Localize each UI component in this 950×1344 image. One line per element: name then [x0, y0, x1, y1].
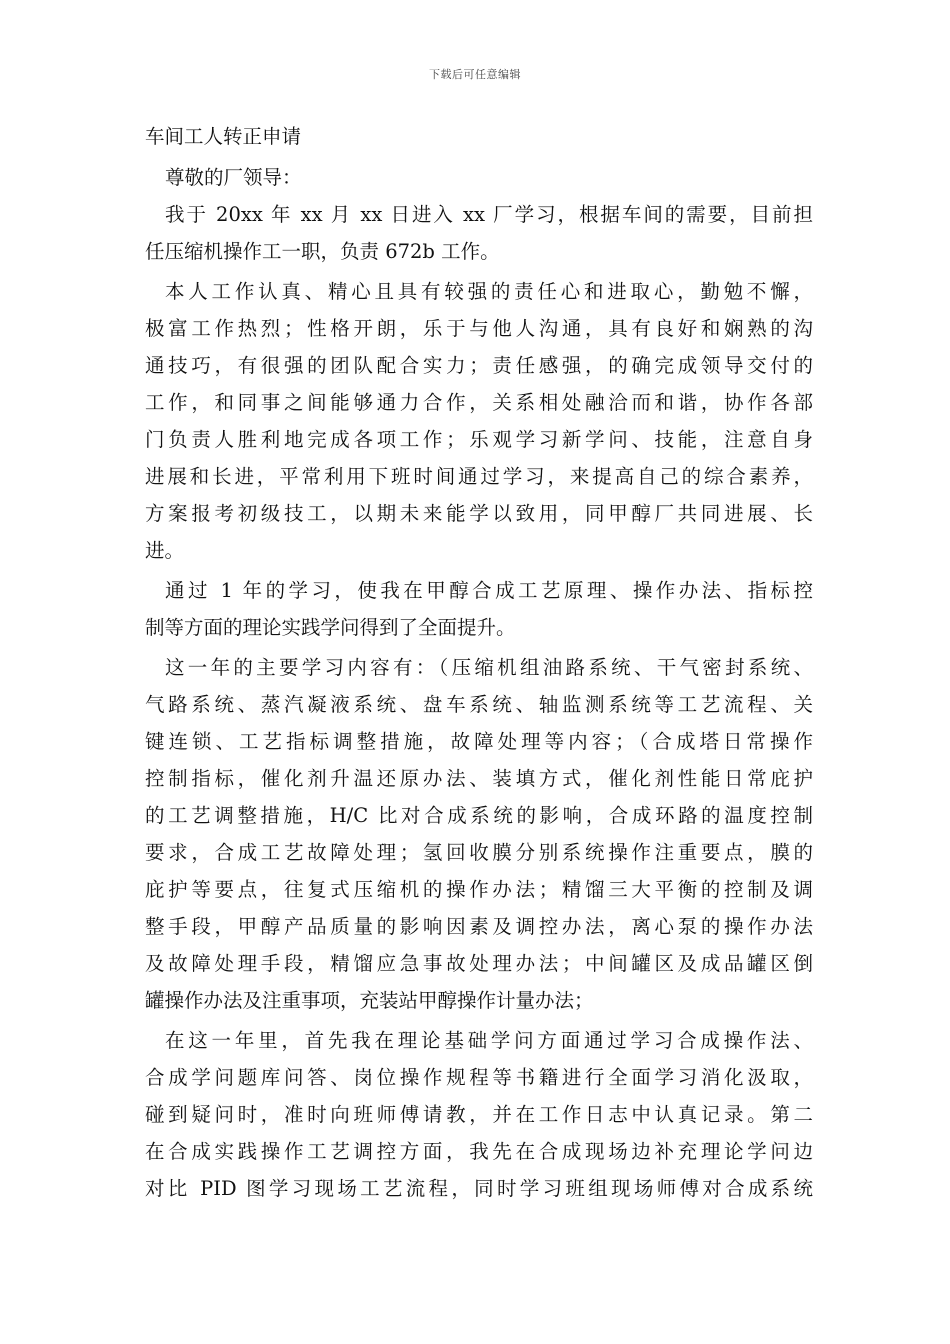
paragraph-line: 任压缩机操作工一职，负责 672b 工作。 [145, 240, 500, 263]
paragraph-line: 在合成实践操作工艺调控方面，我先在合成现场边补充理论学问边 [145, 1140, 813, 1163]
paragraph-line: 进展和长进，平常利用下班时间通过学习，来提高自己的综合素养， [145, 465, 813, 488]
paragraph-line: 庇护等要点，往复式压缩机的操作办法；精馏三大平衡的控制及调 [145, 878, 813, 901]
paragraph-line: 工作，和同事之间能够通力合作，关系相处融洽而和谐，协作各部 [145, 391, 813, 414]
paragraph-3 [145, 572, 813, 646]
paragraph-line: 我于 20xx 年 xx 月 xx 日进入 xx 厂学习，根据车间的需要，目前担 [165, 203, 813, 226]
paragraph-line: 进。 [145, 539, 185, 562]
paragraph-line: 及故障处理手段，精馏应急事故处理办法；中间罐区及成品罐区倒 [145, 952, 813, 975]
paragraph-line: 合成学问题库问答、岗位操作规程等书籍进行全面学习消化汲取， [145, 1066, 813, 1089]
paragraph-line: 方案报考初级技工，以期未来能学以致用，同甲醇厂共同进展、长 [145, 502, 813, 525]
header-note: 下载后可任意编辑 [429, 68, 521, 81]
paragraph-2 [145, 273, 813, 569]
paragraph-line: 对比 PID 图学习现场工艺流程，同时学习班组现场师傅对合成系统 [145, 1177, 813, 1200]
paragraph-line: 门负责人胜利地完成各项工作；乐观学习新学问、技能，注意自身 [145, 428, 813, 451]
salutation: 尊敬的厂领导： [165, 166, 302, 189]
paragraph-line: 碰到疑问时，准时向班师傅请教，并在工作日志中认真记录。第二 [145, 1103, 813, 1126]
document-body [145, 118, 813, 1210]
paragraph-line: 控制指标，催化剂升温还原办法、装填方式，催化剂性能日常庇护 [145, 767, 813, 790]
paragraph-5 [145, 1022, 813, 1207]
paragraph-line: 整手段，甲醇产品质量的影响因素及调控办法，离心泵的操作办法 [145, 915, 813, 938]
paragraph-line: 极富工作热烈；性格开朗，乐于与他人沟通，具有良好和娴熟的沟 [145, 317, 813, 340]
paragraph-line: 通过 1 年的学习，使我在甲醇合成工艺原理、操作办法、指标控 [165, 579, 813, 602]
paragraph-line: 的工艺调整措施，H/C 比对合成系统的影响，合成环路的温度控制 [145, 804, 813, 827]
paragraph-line: 气路系统、蒸汽凝液系统、盘车系统、轴监测系统等工艺流程、关 [145, 693, 813, 716]
paragraph-line: 本人工作认真、精心且具有较强的责任心和进取心，勤勉不懈， [165, 280, 813, 303]
paragraph-line: 键连锁、工艺指标调整措施，故障处理等内容；（合成塔日常操作 [145, 730, 813, 753]
paragraph-line: 罐操作办法及注重事项，充装站甲醇操作计量办法； [145, 989, 594, 1012]
document-title: 车间工人转正申请 [145, 125, 302, 148]
paragraph-line: 要求，合成工艺故障处理；氢回收膜分别系统操作注重要点，膜的 [145, 841, 813, 864]
paragraph-4 [145, 649, 813, 1019]
paragraph-line: 这一年的主要学习内容有：（压缩机组油路系统、干气密封系统、 [165, 656, 813, 679]
paragraph-1 [145, 196, 813, 270]
paragraph-line: 通技巧，有很强的团队配合实力；责任感强，的确完成领导交付的 [145, 354, 813, 377]
paragraph-line: 制等方面的理论实践学问得到了全面提升。 [145, 616, 516, 639]
paragraph-line: 在这一年里，首先我在理论基础学问方面通过学习合成操作法、 [165, 1029, 813, 1052]
